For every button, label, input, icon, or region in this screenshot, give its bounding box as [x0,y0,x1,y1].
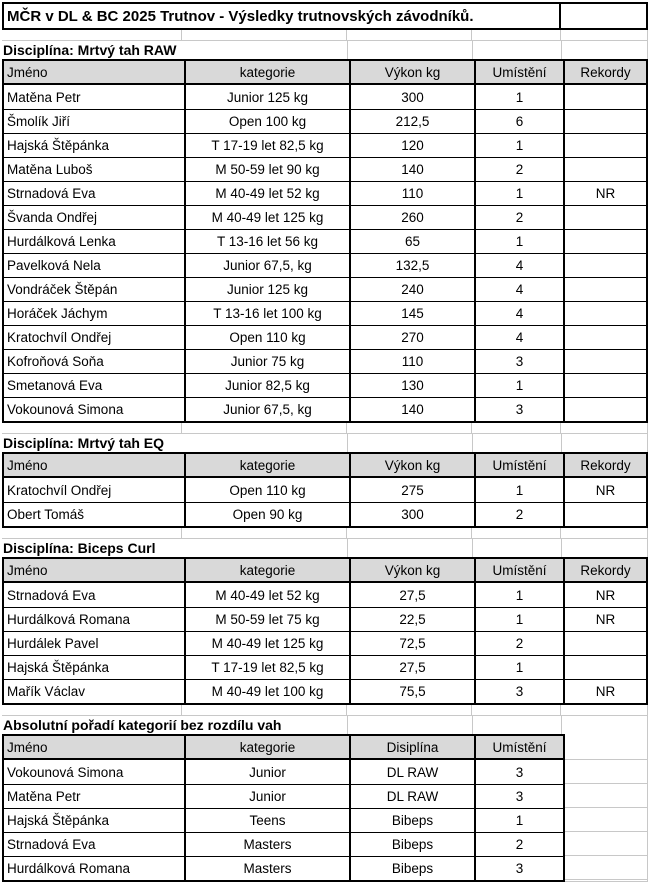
grid-cell [472,423,561,433]
cell-rekordy [563,632,646,655]
grid-spacer-row [2,705,648,716]
column-header-jmeno: Jméno [7,562,48,578]
cell-vykon-kg: 145 [349,302,474,325]
cell-vykon-kg: 270 [349,326,474,349]
table-row [4,784,563,808]
cell-rekordy: NR [563,583,646,607]
section-label-row-1 [2,434,648,452]
cell-kategorie: M 50-59 let 75 kg [184,608,349,631]
grid-cell [347,539,472,557]
cell-jmeno: Hurdálek Pavel [7,636,99,651]
cell-kategorie: Junior 125 kg [184,278,349,301]
sections-container [2,30,651,882]
table-header-row [4,736,563,760]
cell-umisteni: 1 [474,809,563,832]
cell-kategorie: Junior 82,5 kg [184,374,349,397]
table-row [4,760,563,784]
section-label-row-2 [2,539,648,557]
section-label: Disciplína: Biceps Curl [3,540,156,556]
grid-cell [182,705,347,715]
table-row [4,85,646,109]
column-header-umisteni: Umístění [474,559,563,581]
cell-kategorie: M 40-49 let 52 kg [184,182,349,205]
cell-rekordy [563,398,646,421]
cell-rekordy [563,374,646,397]
grid-cell [472,716,561,734]
cell-rekordy [563,278,646,301]
cell-rekordy [563,134,646,157]
grid-cell [2,705,182,715]
cell-kategorie: Junior 67,5, kg [184,398,349,421]
table-header-row [4,454,646,478]
grid-cell [2,528,182,538]
cell-rekordy [563,110,646,133]
grid-cell [347,434,472,452]
cell-vykon-kg: 260 [349,206,474,229]
section-label: Disciplína: Mrtvý tah RAW [3,42,177,58]
table-wrap [2,452,648,528]
cell-rekordy [563,503,646,526]
cell-kategorie: M 40-49 let 52 kg [184,583,349,607]
column-header-rekordy: Rekordy [563,454,646,476]
cell-rekordy [563,85,646,109]
table-row [4,856,563,880]
grid-cell [472,528,561,538]
column-header-kategorie: kategorie [184,559,349,581]
table-row [4,631,646,655]
cell-vykon-kg: 27,5 [349,583,474,607]
cell-umisteni: 1 [474,608,563,631]
grid-cell [561,528,648,538]
column-header-vykon-kg: Výkon kg [349,61,474,83]
cell-umisteni: 1 [474,374,563,397]
cell-umisteni: 1 [474,478,563,502]
cell-umisteni: 2 [474,632,563,655]
cell-umisteni: 1 [474,583,563,607]
cell-kategorie: M 40-49 let 125 kg [184,632,349,655]
cell-disciplina: Bibeps [349,857,474,880]
cell-kategorie: Junior 75 kg [184,350,349,373]
column-header-disciplina: Disiplína [349,736,474,758]
table-row [4,325,646,349]
table-row [4,478,646,502]
cell-rekordy: NR [563,182,646,205]
cell-rekordy: NR [563,478,646,502]
cell-vykon-kg: 110 [349,350,474,373]
cell-vykon-kg: 300 [349,85,474,109]
table-header-row [4,61,646,85]
grid-cell [561,423,648,433]
cell-kategorie: T 17-19 let 82,5 kg [184,656,349,679]
cell-umisteni: 1 [474,85,563,109]
cell-jmeno: Matěna Petr [7,89,81,105]
cell-vykon-kg: 132,5 [349,254,474,277]
grid-cell [561,30,648,40]
cell-jmeno: Hurdálková Romana [7,861,131,876]
cell-umisteni: 1 [474,656,563,679]
cell-umisteni: 4 [474,326,563,349]
cell-jmeno: Smetanová Eva [7,378,103,393]
cell-kategorie: M 40-49 let 100 kg [184,680,349,703]
cell-umisteni: 2 [474,503,563,526]
cell-kategorie: Junior 125 kg [184,85,349,109]
table-wrap [2,59,648,423]
column-header-jmeno: Jméno [7,64,48,80]
cell-kategorie: T 13-16 let 56 kg [184,230,349,253]
table-row [4,373,646,397]
table-row [4,502,646,526]
cell-umisteni: 3 [474,680,563,703]
column-header-umisteni: Umístění [474,736,563,758]
results-table-1 [2,452,648,528]
column-header-jmeno: Jméno [7,457,48,473]
cell-umisteni: 4 [474,278,563,301]
cell-jmeno: Kratochvíl Ondřej [7,482,112,498]
cell-vykon-kg: 275 [349,478,474,502]
cell-vykon-kg: 212,5 [349,110,474,133]
table-header-row [4,559,646,583]
cell-jmeno: Strnadová Eva [7,587,96,603]
cell-umisteni: 4 [474,254,563,277]
cell-umisteni: 1 [474,182,563,205]
cell-disciplina: DL RAW [349,760,474,784]
results-table-2 [2,557,648,705]
cell-rekordy: NR [563,608,646,631]
grid-cell [472,41,561,59]
column-header-vykon-kg: Výkon kg [349,559,474,581]
table-row [4,349,646,373]
table-row [4,583,646,607]
grid-cell [472,434,561,452]
table-row [4,157,646,181]
cell-jmeno: Kofroňová Soňa [7,354,104,369]
cell-disciplina: DL RAW [349,785,474,808]
grid-cell [182,30,347,40]
cell-disciplina: Bibeps [349,809,474,832]
results-table-0 [2,59,648,423]
cell-jmeno: Hurdálková Romana [7,612,131,627]
grid-cell [472,539,561,557]
grid-cell [561,705,648,715]
page-title: MČR v DL & BC 2025 Trutnov - Výsledky trutnovských závodníků. [7,7,474,25]
table-wrap [2,557,648,705]
cell-jmeno: Šmolík Jiří [7,114,71,129]
cell-vykon-kg: 27,5 [349,656,474,679]
cell-kategorie: Masters [184,857,349,880]
grid-spacer-row [2,30,648,41]
grid-cell [472,30,561,40]
cell-vykon-kg: 140 [349,398,474,421]
cell-kategorie: T 17-19 let 82,5 kg [184,134,349,157]
column-header-kategorie: kategorie [184,736,349,758]
grid-cell [561,716,648,734]
cell-jmeno: Švanda Ondřej [7,210,98,225]
cell-vykon-kg: 140 [349,158,474,181]
cell-jmeno: Strnadová Eva [7,837,96,852]
column-header-umisteni: Umístění [474,454,563,476]
section-label-row-3 [2,716,648,734]
cell-kategorie: Junior [184,760,349,784]
grid-cell [182,528,347,538]
cell-umisteni: 4 [474,302,563,325]
cell-vykon-kg: 75,5 [349,680,474,703]
table-wrap [2,734,648,882]
table-row [4,205,646,229]
table-row [4,301,646,325]
grid-cell [347,705,472,715]
cell-kategorie: Open 110 kg [184,478,349,502]
cell-umisteni: 3 [474,760,563,784]
cell-umisteni: 3 [474,857,563,880]
column-header-jmeno: Jméno [7,739,48,755]
title-empty-cell [559,4,646,28]
cell-kategorie: T 13-16 let 100 kg [184,302,349,325]
cell-kategorie: Masters [184,833,349,856]
section-label: Disciplína: Mrtvý tah EQ [3,435,165,451]
cell-jmeno: Mařík Václav [7,684,86,699]
cell-jmeno: Pavelková Nela [7,258,101,273]
cell-rekordy: NR [563,680,646,703]
grid-cell [561,41,648,59]
cell-kategorie: Junior [184,785,349,808]
cell-jmeno: Horáček Jáchym [7,306,108,321]
grid-spacer-row [2,423,648,434]
cell-jmeno: Matěna Luboš [7,162,93,177]
table-row [4,397,646,421]
cell-umisteni: 3 [474,398,563,421]
cell-kategorie: M 40-49 let 125 kg [184,206,349,229]
table-row [4,133,646,157]
table-row [4,229,646,253]
cell-rekordy [563,350,646,373]
cell-disciplina: Bibeps [349,833,474,856]
cell-rekordy [563,254,646,277]
column-header-rekordy: Rekordy [563,559,646,581]
table-row [4,181,646,205]
ghost-gridline-column [565,734,648,882]
cell-rekordy [563,158,646,181]
cell-jmeno: Hajská Štěpánka [7,813,110,828]
cell-jmeno: Hajská Štěpánka [7,660,110,675]
cell-umisteni: 1 [474,230,563,253]
cell-jmeno: Vokounová Simona [7,764,124,780]
cell-kategorie: Junior 67,5, kg [184,254,349,277]
grid-cell [182,423,347,433]
column-header-umisteni: Umístění [474,61,563,83]
cell-umisteni: 1 [474,134,563,157]
grid-cell [561,539,648,557]
cell-vykon-kg: 240 [349,278,474,301]
cell-vykon-kg: 65 [349,230,474,253]
section-label-row-0 [2,41,648,59]
cell-kategorie: Open 110 kg [184,326,349,349]
table-row [4,607,646,631]
grid-cell [347,528,472,538]
cell-jmeno: Obert Tomáš [7,507,85,522]
cell-kategorie: Open 100 kg [184,110,349,133]
cell-kategorie: Teens [184,809,349,832]
cell-jmeno: Hurdálková Lenka [7,234,116,249]
cell-umisteni: 3 [474,785,563,808]
cell-umisteni: 2 [474,833,563,856]
cell-vykon-kg: 130 [349,374,474,397]
grid-cell [2,423,182,433]
title-row [2,2,648,30]
cell-vykon-kg: 120 [349,134,474,157]
grid-cell [347,30,472,40]
cell-umisteni: 6 [474,110,563,133]
cell-jmeno: Kratochvíl Ondřej [7,330,112,345]
column-header-vykon-kg: Výkon kg [349,454,474,476]
grid-cell [472,705,561,715]
cell-rekordy [563,656,646,679]
grid-cell [561,434,648,452]
cell-umisteni: 2 [474,158,563,181]
grid-cell [347,423,472,433]
cell-rekordy [563,326,646,349]
table-row [4,655,646,679]
table-row [4,109,646,133]
table-row [4,832,563,856]
cell-jmeno: Strnadová Eva [7,186,96,201]
cell-rekordy [563,302,646,325]
cell-vykon-kg: 300 [349,503,474,526]
table-row [4,277,646,301]
column-header-rekordy: Rekordy [563,61,646,83]
cell-kategorie: Open 90 kg [184,503,349,526]
grid-cell [2,30,182,40]
cell-jmeno: Vondráček Štěpán [7,282,118,297]
grid-cell [347,716,472,734]
cell-vykon-kg: 22,5 [349,608,474,631]
table-row [4,808,563,832]
grid-spacer-row [2,528,648,539]
results-table-3 [2,734,565,882]
cell-jmeno: Vokounová Simona [7,402,124,417]
column-header-kategorie: kategorie [184,61,349,83]
column-header-kategorie: kategorie [184,454,349,476]
cell-kategorie: M 50-59 let 90 kg [184,158,349,181]
section-label: Absolutní pořadí kategorií bez rozdílu vah [3,717,282,733]
cell-jmeno: Matěna Petr [7,789,81,804]
grid-cell [347,41,472,59]
table-row [4,679,646,703]
cell-umisteni: 2 [474,206,563,229]
cell-vykon-kg: 110 [349,182,474,205]
cell-rekordy [563,230,646,253]
cell-vykon-kg: 72,5 [349,632,474,655]
table-row [4,253,646,277]
cell-jmeno: Hajská Štěpánka [7,138,110,153]
cell-umisteni: 3 [474,350,563,373]
cell-rekordy [563,206,646,229]
